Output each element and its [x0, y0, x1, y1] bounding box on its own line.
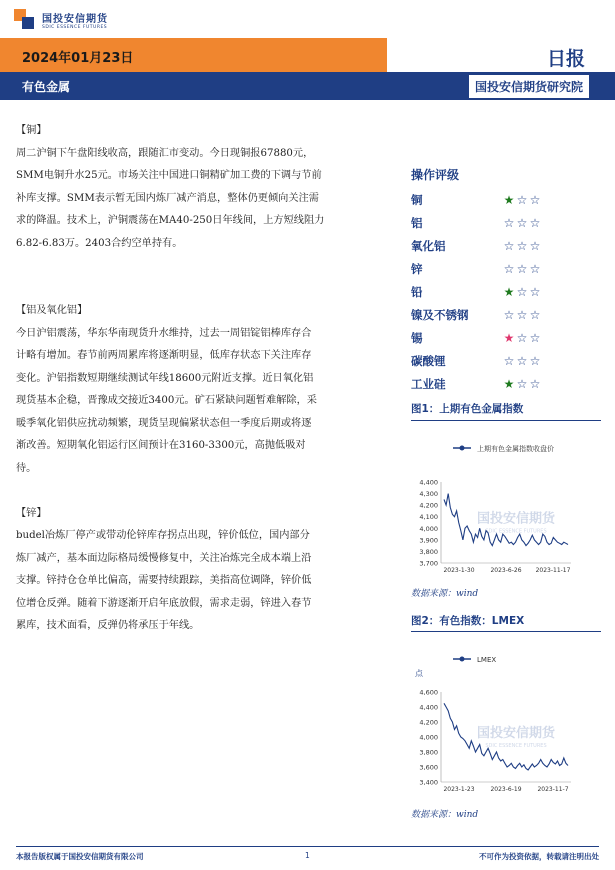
- y-tick-label: 3,900: [419, 536, 438, 545]
- star-empty-icon: ☆: [516, 192, 529, 207]
- star-filled-icon: ★: [503, 192, 516, 207]
- y-tick-label: 3,800: [419, 748, 438, 757]
- metal-name: 镍及不锈钢: [411, 307, 469, 322]
- star-rating: [503, 286, 542, 298]
- star-filled-icon: ★: [503, 284, 516, 299]
- institute-label: 国投安信期货研究院: [469, 75, 589, 98]
- header-date-bar: [0, 38, 387, 72]
- paragraph-line: 待。: [16, 462, 37, 474]
- star-rating: [503, 378, 542, 390]
- star-empty-icon: ☆: [516, 284, 529, 299]
- star-empty-icon: ☆: [529, 330, 542, 345]
- section-title: 【铝及氧化铝】: [16, 305, 88, 316]
- figure-2-chart: [411, 646, 601, 801]
- metal-name: 锡: [411, 330, 423, 345]
- x-tick-label: 2023-6-19: [490, 786, 522, 793]
- y-tick-label: 4,000: [419, 524, 438, 533]
- paragraph-line: 计略有增加。春节前两周累库将逐渐明显，低库存状态下关注库存: [16, 350, 312, 361]
- figure-1-source: 数据来源：wind: [411, 589, 479, 599]
- star-empty-icon: ☆: [503, 307, 516, 322]
- star-empty-icon: ☆: [516, 238, 529, 253]
- rating-row: [411, 234, 601, 257]
- x-tick-label: 2023-1-30: [443, 567, 475, 574]
- watermark-text: 国投安信期货: [476, 726, 556, 741]
- star-empty-icon: ☆: [529, 376, 542, 391]
- star-empty-icon: ☆: [529, 261, 542, 276]
- footer-copyright: 本报告版权属于国投安信期货有限公司: [16, 852, 144, 861]
- legend-marker-icon: [460, 446, 465, 451]
- legend-label: LMEX: [477, 656, 497, 664]
- paragraph-line: budel冶炼厂停产或带动伦锌库存拐点出现，锌价低位，国内部分: [16, 530, 310, 541]
- star-rating: [503, 240, 542, 252]
- star-empty-icon: ☆: [529, 192, 542, 207]
- report-date: 2024年01月23日: [22, 51, 134, 66]
- y-tick-label: 4,600: [419, 688, 438, 697]
- star-empty-icon: ☆: [529, 238, 542, 253]
- watermark-text-en: SDIC ESSENCE FUTURES: [485, 743, 547, 749]
- metal-name: 碳酸锂: [411, 353, 446, 368]
- y-tick-label: 4,000: [419, 733, 438, 742]
- star-empty-icon: ☆: [529, 215, 542, 230]
- star-empty-icon: ☆: [529, 307, 542, 322]
- metal-name: 铜: [411, 192, 423, 207]
- figure-1-divider: [411, 420, 601, 421]
- x-tick-label: 2023-11-7: [537, 786, 569, 793]
- section-title: 【锌】: [16, 507, 47, 519]
- unit-label: 点: [415, 669, 423, 678]
- y-tick-label: 4,400: [419, 703, 438, 712]
- metal-name: 铝: [411, 215, 423, 230]
- star-empty-icon: ☆: [529, 284, 542, 299]
- paragraph-line: 累库，技术面看，反弹仍将承压于年线。: [16, 620, 200, 631]
- star-empty-icon: ☆: [516, 215, 529, 230]
- legend-marker-icon: [460, 657, 465, 662]
- rating-title: 操作评级: [411, 168, 460, 182]
- x-tick-label: 2023-11-17: [535, 567, 571, 574]
- footer-divider: [16, 846, 599, 847]
- star-empty-icon: ☆: [529, 353, 542, 368]
- watermark-text: 国投安信期货: [476, 511, 556, 527]
- star-rating: [503, 194, 542, 206]
- section-title: 【铜】: [16, 125, 47, 136]
- rating-row: [411, 188, 601, 211]
- x-tick-label: 2023-6-26: [490, 567, 522, 574]
- rating-row: [411, 257, 601, 280]
- sector-label: 有色金属: [22, 80, 71, 94]
- y-tick-label: 4,200: [419, 718, 438, 727]
- y-tick-label: 3,800: [419, 547, 438, 556]
- y-tick-label: 3,400: [419, 778, 438, 787]
- rating-panel: [411, 166, 601, 395]
- figure-2-divider: [411, 631, 601, 632]
- y-tick-label: 4,300: [419, 490, 438, 499]
- logo-name-en: SDIC ESSENCE FUTURES: [42, 25, 108, 30]
- star-rating: [503, 355, 542, 367]
- paragraph-line: 6.82-6.83万。2403合约空单持有。: [16, 237, 183, 249]
- star-empty-icon: ☆: [516, 307, 529, 322]
- y-tick-label: 4,400: [419, 478, 438, 487]
- rating-row: [411, 280, 601, 303]
- metal-name: 铅: [411, 284, 423, 299]
- paragraph-line: 变化。沪铝指数短期继续测试年线18600元附近支撑。近日氧化铝: [16, 372, 314, 384]
- paragraph-line: SMM电铜升水25元。市场关注中国进口铜精矿加工费的下调与节前: [16, 170, 322, 181]
- paragraph-line: 暖季氧化铝供应扰动频繁，现货呈现偏紧状态但一季度后期或将逐: [16, 417, 312, 429]
- report-type: 日报: [546, 48, 585, 70]
- star-rating: [503, 263, 542, 275]
- paragraph-line: 现货基本企稳，晋豫成交接近3400元。矿石紧缺问题暂难解除，采: [16, 395, 317, 406]
- company-logo: [14, 8, 108, 32]
- paragraph-line: 渐改善。短期氧化铝运行区间预计在3160-3300元，高抛低吸对: [16, 440, 306, 451]
- y-tick-label: 3,600: [419, 763, 438, 772]
- paragraph-line: 位增仓反弹。随着下游逐渐开启年底放假，需求走弱，锌进入春节: [16, 597, 312, 609]
- star-rating: [503, 309, 542, 321]
- legend-label: 上期有色金属指数收盘价: [477, 445, 554, 453]
- star-empty-icon: ☆: [503, 238, 516, 253]
- star-rating: [503, 332, 542, 344]
- y-tick-label: 4,100: [419, 513, 438, 522]
- star-empty-icon: ☆: [503, 353, 516, 368]
- star-empty-icon: ☆: [503, 261, 516, 276]
- rating-row: [411, 349, 601, 372]
- metal-name: 锌: [411, 261, 423, 276]
- page-number: 1: [305, 851, 310, 860]
- rating-row: [411, 326, 601, 349]
- star-filled-icon: ★: [503, 376, 516, 391]
- paragraph-line: 炼厂减产，基本面边际格局缓慢修复中，关注冶炼完全成本端上沿: [16, 552, 312, 564]
- figure-1-chart: [411, 430, 601, 580]
- y-tick-label: 4,200: [419, 501, 438, 510]
- paragraph-line: 今日沪铝震荡，华东华南现货升水维持，过去一周铝锭铝棒库存合: [16, 327, 312, 339]
- rating-row: [411, 372, 601, 395]
- paragraph-line: 补库支撑。SMM表示暂无国内炼厂减产消息，整体仍更倾向关注需: [16, 192, 319, 204]
- figure-2-source: 数据来源：wind: [411, 810, 479, 820]
- report-body: [16, 120, 388, 638]
- star-empty-icon: ☆: [516, 376, 529, 391]
- star-empty-icon: ☆: [516, 261, 529, 276]
- paragraph-line: 支撑。锌持仓仓单比偏高，需要持续跟踪，美指高位调降，锌价低: [16, 575, 312, 586]
- x-tick-label: 2023-1-23: [443, 786, 475, 793]
- watermark-text-en: SDIC ESSENCE FUTURES: [485, 528, 547, 535]
- figure-2-title: 图2：有色指数：LMEX: [411, 615, 525, 627]
- paragraph-line: 周二沪铜下午盘阳线收高，跟随汇市变动。今日现铜报67880元，: [16, 147, 314, 159]
- paragraph-line: 求的降温。技术上，沪铜震荡在MA40-250日年线间，上方短线阻力: [16, 215, 325, 226]
- header-sector-bar: [0, 72, 615, 100]
- figure-1-title: 图1：上期有色金属指数: [411, 403, 524, 415]
- footer-disclaimer: 不可作为投资依据，转载请注明出处: [479, 852, 599, 861]
- star-empty-icon: ☆: [516, 330, 529, 345]
- star-empty-icon: ☆: [516, 353, 529, 368]
- y-tick-label: 3,700: [419, 559, 438, 568]
- rating-row: [411, 211, 601, 234]
- metal-name: 氧化铝: [411, 238, 446, 253]
- star-empty-icon: ☆: [503, 215, 516, 230]
- star-filled-icon: ★: [503, 330, 516, 345]
- star-rating: [503, 217, 542, 229]
- logo-name-cn: 国投安信期货: [42, 14, 108, 25]
- logo-mark-icon: [14, 9, 36, 31]
- metal-name: 工业硅: [411, 376, 446, 391]
- rating-row: [411, 303, 601, 326]
